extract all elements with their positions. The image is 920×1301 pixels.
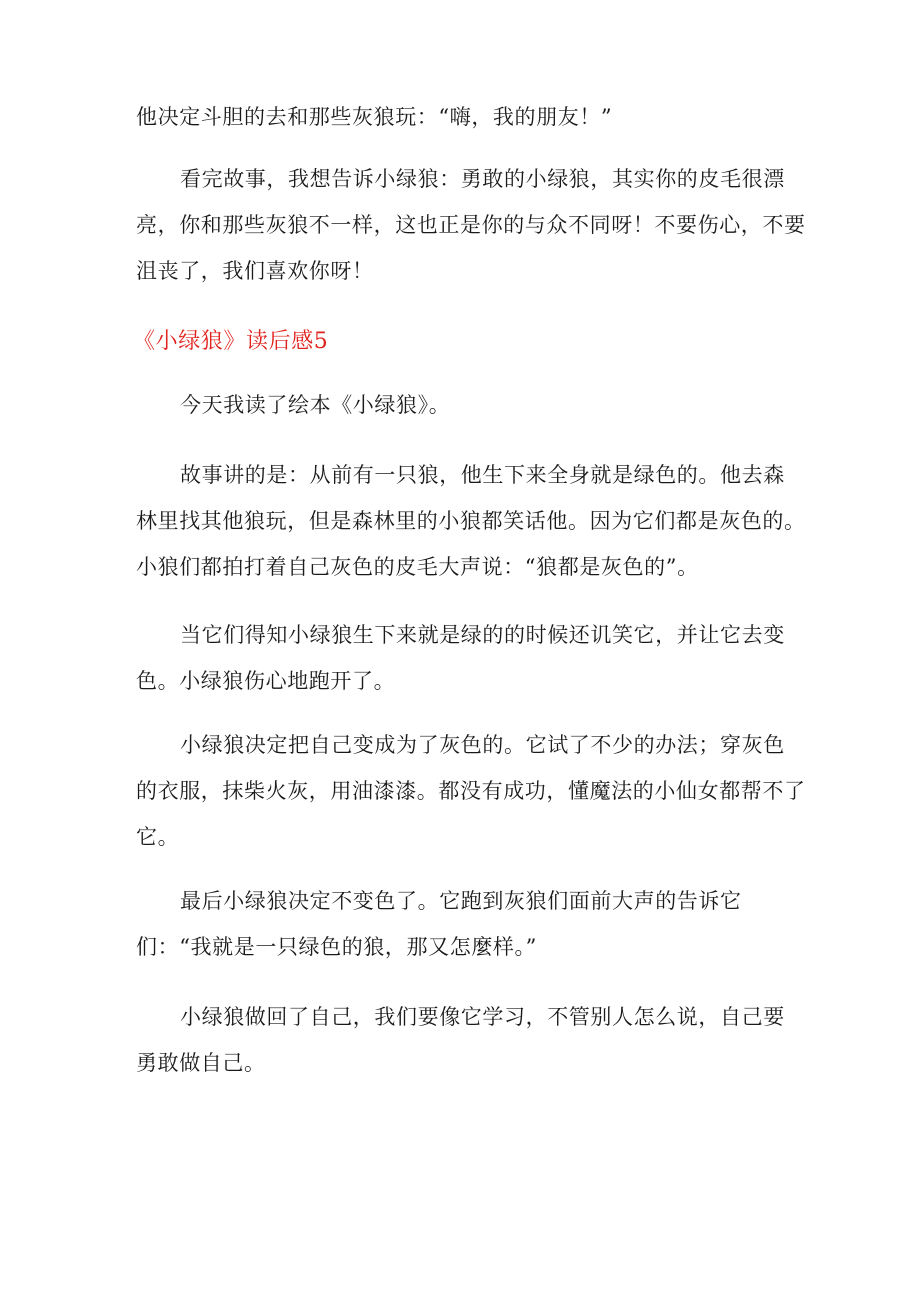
paragraph-decision: 最后小绿狼决定不变色了。它跑到灰狼们面前大声的告诉它们：“我就是一只绿色的狼，那又怎麼样。”: [136, 889, 742, 959]
paragraph-continuation: 他决定斗胆的去和那些灰狼玩：“嗨，我的朋友！”: [136, 105, 613, 129]
section-heading: 《小绿狼》读后感5: [133, 329, 329, 354]
paragraph-story: 故事讲的是：从前有一只狼，他生下来全身就是绿色的。他去森林里找其他狼玩，但是森林里的小狼都笑话他。因为它们都是灰色的。小狼们都拍打着自己灰色的皮毛大声说：“狼都是灰色的”。: [136, 463, 806, 579]
paragraph-lesson: 小绿狼做回了自己，我们要像它学习，不管别人怎么说，自己要勇敢做自己。: [136, 1005, 785, 1075]
paragraph-intro: 今天我读了绘本《小绿狼》。: [180, 393, 451, 417]
paragraph-mocked: 当它们得知小绿狼生下来就是绿的的时候还讥笑它，并让它去变色。小绿狼伤心地跑开了。: [136, 623, 785, 693]
paragraph-conclusion: 看完故事，我想告诉小绿狼：勇敢的小绿狼，其实你的皮毛很漂亮，你和那些灰狼不一样，这也正是你的与众不同呀！不要伤心，不要沮丧了，我们喜欢你呀！: [136, 167, 806, 283]
paragraph-attempts: 小绿狼决定把自己变成为了灰色的。它试了不少的办法；穿灰色的衣服，抹柴火灰，用油漆漆。都没有成功，懂魔法的小仙女都帮不了它。: [136, 733, 806, 849]
